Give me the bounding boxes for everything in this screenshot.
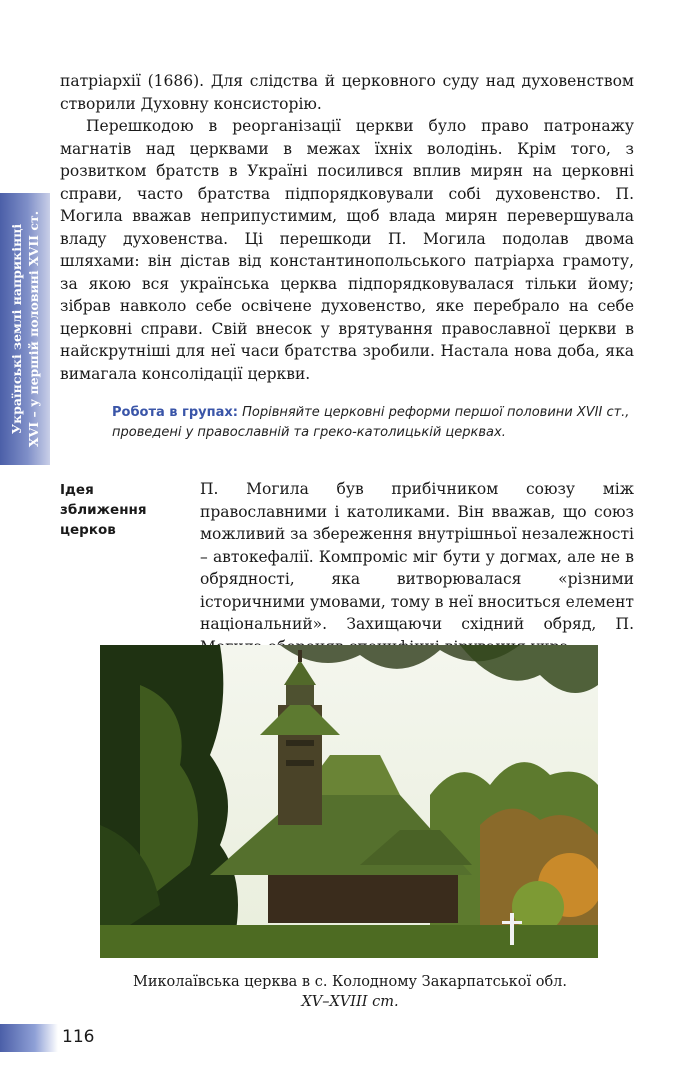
chapter-sidebar-title — [0, 193, 50, 465]
sidebar-title-line-1: Українські землі наприкінці — [9, 223, 24, 435]
group-task — [112, 403, 636, 443]
task-text: Порівняйте церковні реформи першої половини XVII ст., проведені у православній та греко-католицькій церквах. — [112, 405, 630, 440]
figure-caption — [60, 972, 640, 1012]
paragraph-1: патріархії (1686). Для слідства й церковного суду над духовенством створили Духовну консисторію. — [60, 72, 634, 113]
sidebar-title-line-2: XVI – у першій половині XVII ст. — [26, 210, 41, 448]
caption-date: XV–XVIII ст. — [301, 994, 399, 1010]
section-paragraph: П. Могила був прибічником союзу між православними і католиками. Він вважав, що союз можливий за збереження внутрішньої незалежності – автокефалії. Компроміс міг бути у догмах, але не в обрядності, яка витворювалася «різними історичними умовами, тому в неї вноситься елемент національний». Захищаючи східний обряд, П. — [200, 480, 634, 633]
paragraph-2: Перешкодою в реорганізації церкви було право патронажу магнатів над церквами в межах їхніх володінь. Крім того, з розвитком братств в Україні посилився вплив мирян на церковні справи, часто братства підпорядковували собі духовенство. П. Могила вважав неприпустимим, щоб влада мирян перевершувала владу духовенства. Ці перешкоди П. Могила подолав двома шляхами: він дістав від константинопольського патріарха грамоту, за якою вся українська церква підпорядковувалася тільки йому; зібрав навколо себе освічене духовенство, яке перебрало на себе церковні справи. Свій внесок у врятування православної церкви в найскрутніші для неї часи братства зробили. Настала нова доба, яка вимагала консолідації церкви. — [60, 117, 634, 383]
page-number: 116 — [62, 1027, 95, 1047]
side-heading-line-2: зближення — [60, 502, 147, 518]
body-text-top — [60, 70, 634, 385]
caption-text: Миколаївська церква в с. Колодному Закарпатської обл. — [132, 974, 568, 990]
church-photo — [100, 645, 598, 958]
side-heading-line-1: Ідея — [60, 482, 94, 498]
task-label: Робота в групах: — [112, 405, 238, 420]
side-heading-line-3: церков — [60, 522, 116, 538]
section-body-text — [60, 478, 634, 658]
footer-strip — [0, 1024, 58, 1052]
